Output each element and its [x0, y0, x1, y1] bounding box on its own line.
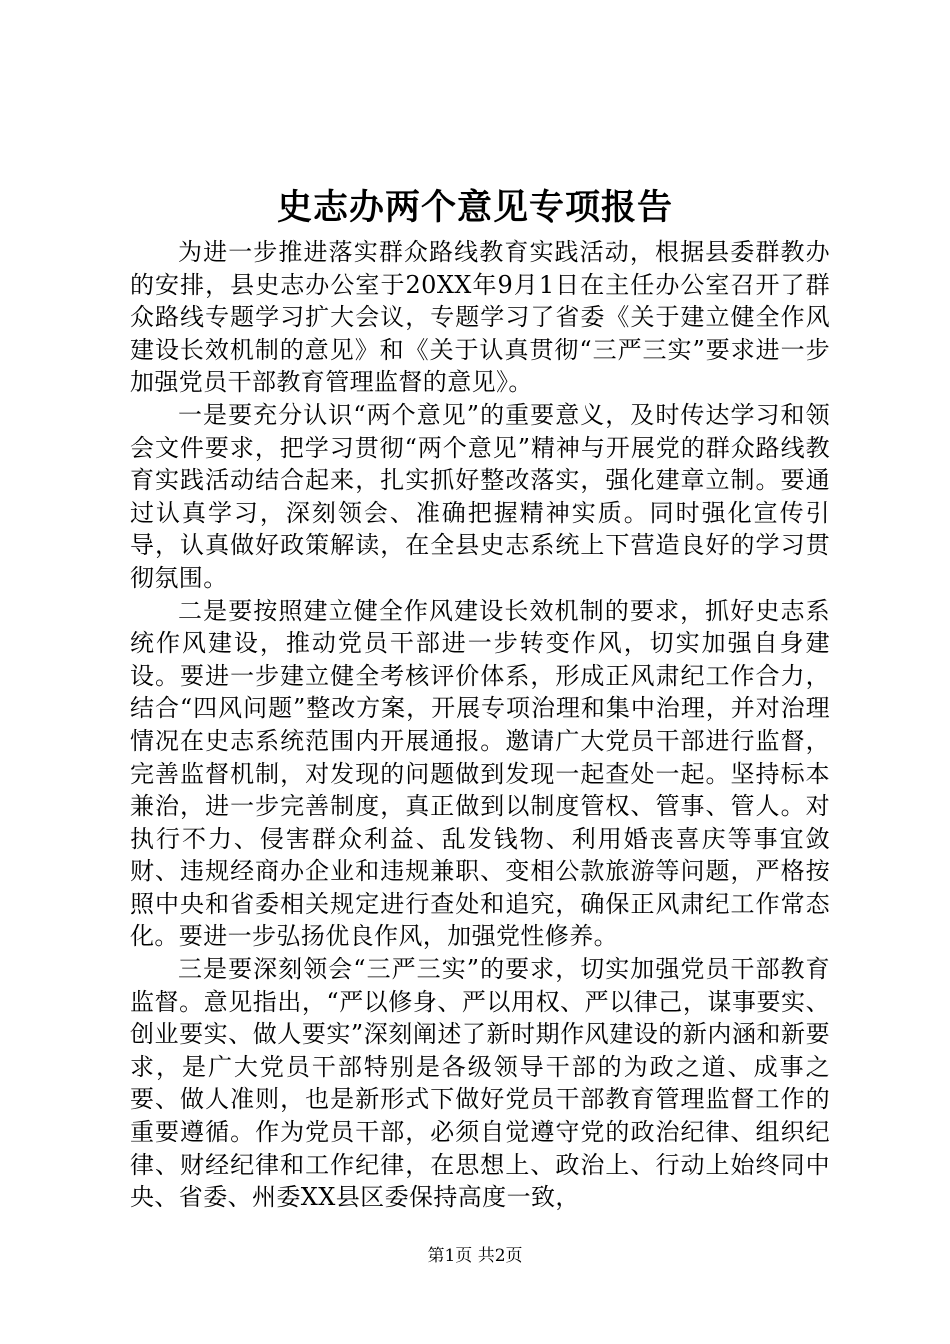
document-body	[130, 236, 830, 1214]
paragraph-intro: 为进一步推进落实群众路线教育实践活动，根据县委群教办的安排，县史志办公室于20XX年9月1日在主任办公室召开了群众路线专题学习扩大会议，专题学习了省委《关于建立健全作风建设长效机制的意见》和《关于认真贯彻“三严三实”要求进一步加强党员干部教育管理监督的意见》。	[130, 238, 830, 397]
page-number-footer: 第1页 共2页	[427, 1246, 523, 1266]
paragraph-point-two: 二是要按照建立健全作风建设长效机制的要求，抓好史志系统作风建设，推动党员干部进一步转变作风，切实加强自身建设。要进一步建立健全考核评价体系，形成正风肃纪工作合力，结合“四风问题”整改方案，开展专项治理和集中治理，并对治理情况在史志系统范围内开展通报。邀请广大党员干部进行监督，完善监督机制，对发现的问题做到发现一起查处一起。坚持标本兼治，进一步完善制度，真正做到以制度管权、管事、管人。对执行不力、侵害群众利益、乱发钱物、利用婚丧喜庆等事宜敛财、违规经商办企业和违规兼职、变相公款旅游等问题，严格按照中央和省委相关规定进行查处和追究，确保正风肃纪工作常态化。要进一步弘扬优良作风，加强党性修养。	[130, 596, 830, 951]
paragraph-point-three: 三是要深刻领会“三严三实”的要求，切实加强党员干部教育监督。意见指出，“严以修身、严以用权、严以律己，谋事要实、创业要实、做人要实”深刻阐述了新时期作风建设的新内涵和新要求，是广大党员干部特别是各级领导干部的为政之道、成事之要、做人准则，也是新形式下做好党员干部教育管理监督工作的重要遵循。作为党员干部，必须自觉遵守党的政治纪律、组织纪律、财经纪律和工作纪律，在思想上、政治上、行动上始终同中央、省委、州委XX县区委保持高度一致，	[130, 955, 830, 1212]
document-title: 史志办两个意见专项报告	[276, 187, 673, 228]
paragraph-point-one: 一是要充分认识“两个意见”的重要意义，及时传达学习和领会文件要求，把学习贯彻“两个意见”精神与开展党的群众路线教育实践活动结合起来，扎实抓好整改落实，强化建章立制。要通过认真学习，深刻领会、准确把握精神实质。同时强化宣传引导，认真做好政策解读，在全县史志系统上下营造良好的学习贯彻氛围。	[130, 400, 830, 592]
